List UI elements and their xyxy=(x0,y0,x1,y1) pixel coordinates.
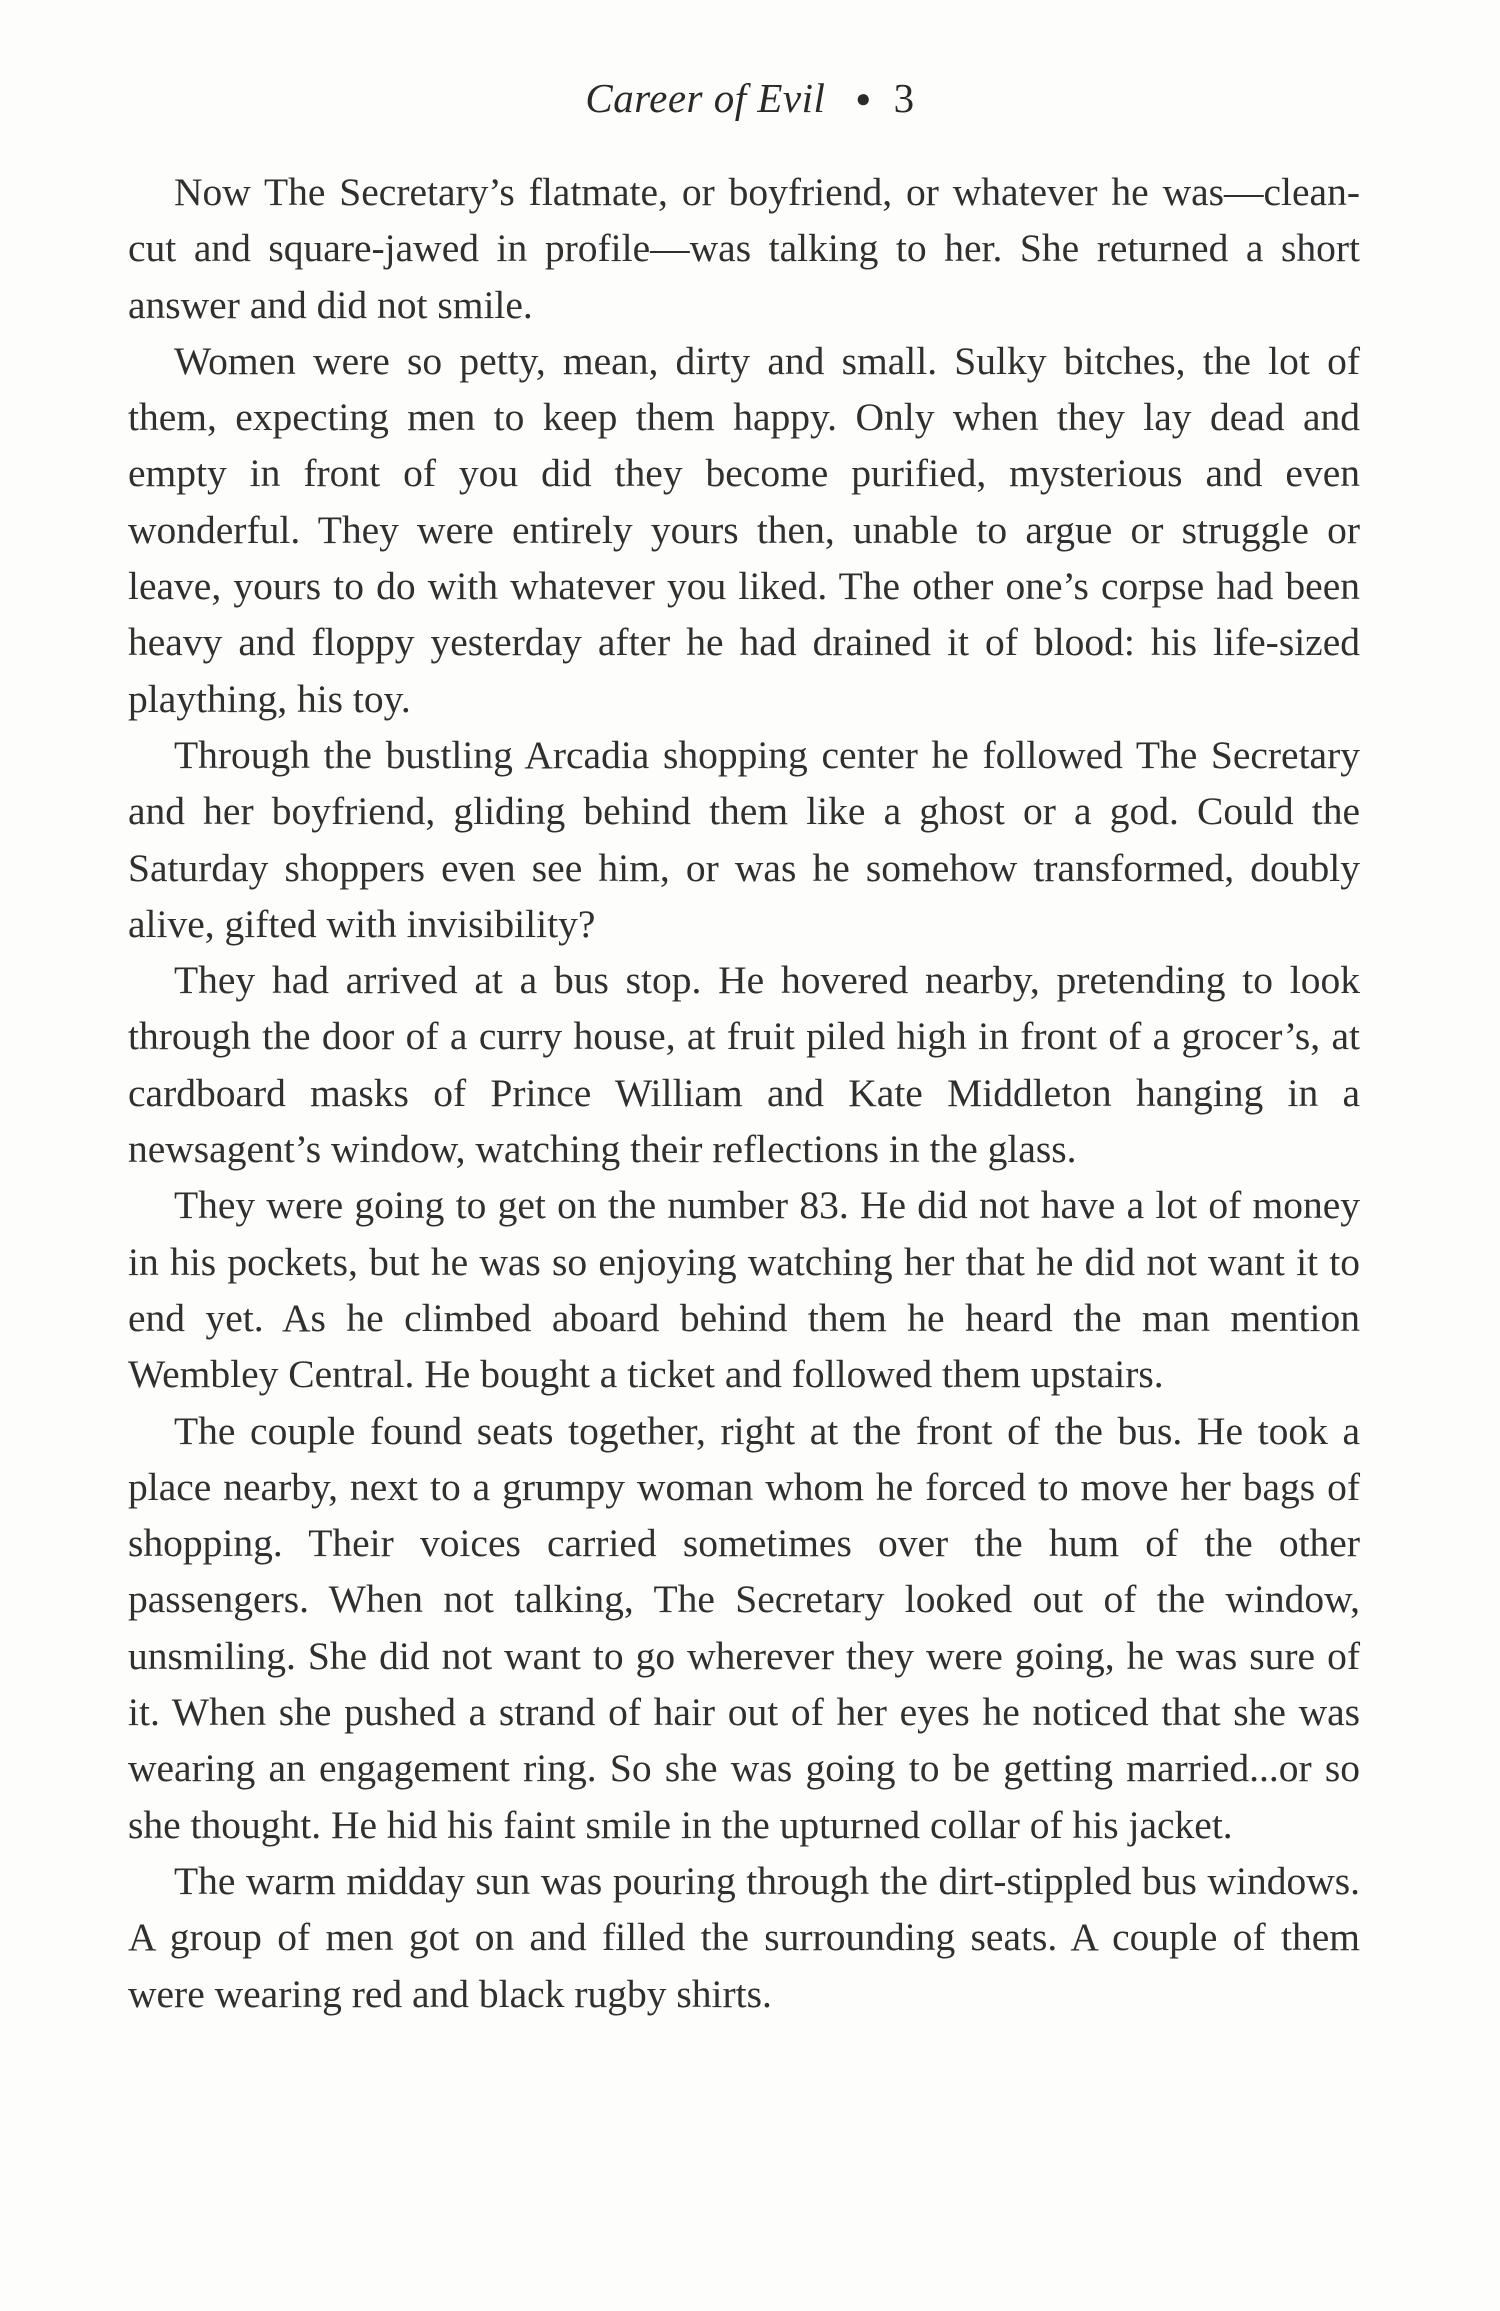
body-text xyxy=(128,164,1360,2022)
page-number: 3 xyxy=(893,75,915,121)
paragraph-3: Through the bustling Arcadia shopping center he followed The Secretary and her boyfriend, gliding behind them like a ghost or a god. Could the Saturday shoppers even see him, or was he somehow transformed, doubly alive, gifted with invisibility? xyxy=(128,732,1360,946)
paragraph-6: The couple found seats together, right at the front of the bus. He took a place nearby, next to a grumpy woman whom he forced to move her bags of shopping. Their voices carried sometimes over the hum of the other passengers. When not talking, The Secretary looked out of the window, unsmiling. She did not want to go wherever they were going, he was sure of it. When she pushed a strand of hair out of her eyes he noticed that she was wearing an engagement ring. So she was going to be getting married...or so she thought. He hid his faint smile in the upturned collar of his jacket. xyxy=(128,1408,1360,1847)
running-head xyxy=(0,74,1500,122)
paragraph-4: They had arrived at a bus stop. He hovered nearby, pretending to look through the door of a curry house, at fruit piled high in front of a grocer’s, at cardboard masks of Prince William and Kate Middleton hanging in a newsagent’s window, watching their reflections in the glass. xyxy=(128,958,1360,1172)
paragraph-2: Women were so petty, mean, dirty and small. Sulky bitches, the lot of them, expecting men to keep them happy. Only when they lay dead and empty in front of you did they become purified, mysterious and even wonderful. They were entirely yours then, unable to argue or struggle or leave, yours to do with whatever you liked. The other one’s corpse had been heavy and floppy yesterday after he had drained it of blood: his life-sized plaything, his toy. xyxy=(128,338,1360,721)
paragraph-1: Now The Secretary’s flatmate, or boyfriend, or whatever he was—clean-cut and square-jawed in profile—was talking to her. She returned a short answer and did not smile. xyxy=(128,170,1360,327)
book-title: Career of Evil xyxy=(585,75,826,121)
paragraph-7: The warm midday sun was pouring through the dirt-stippled bus windows. A group of men got on and filled the surrounding seats. A couple of them were wearing red and black rugby shirts. xyxy=(128,1858,1360,2016)
paragraph-5: They were going to get on the number 83. He did not have a lot of money in his pockets, but he was so enjoying watching her that he did not want it to end yet. As he climbed aboard behind them he heard the man mention Wembley Central. He bought a ticket and followed them upstairs. xyxy=(128,1183,1360,1397)
bullet-separator-icon: ● xyxy=(855,83,872,113)
